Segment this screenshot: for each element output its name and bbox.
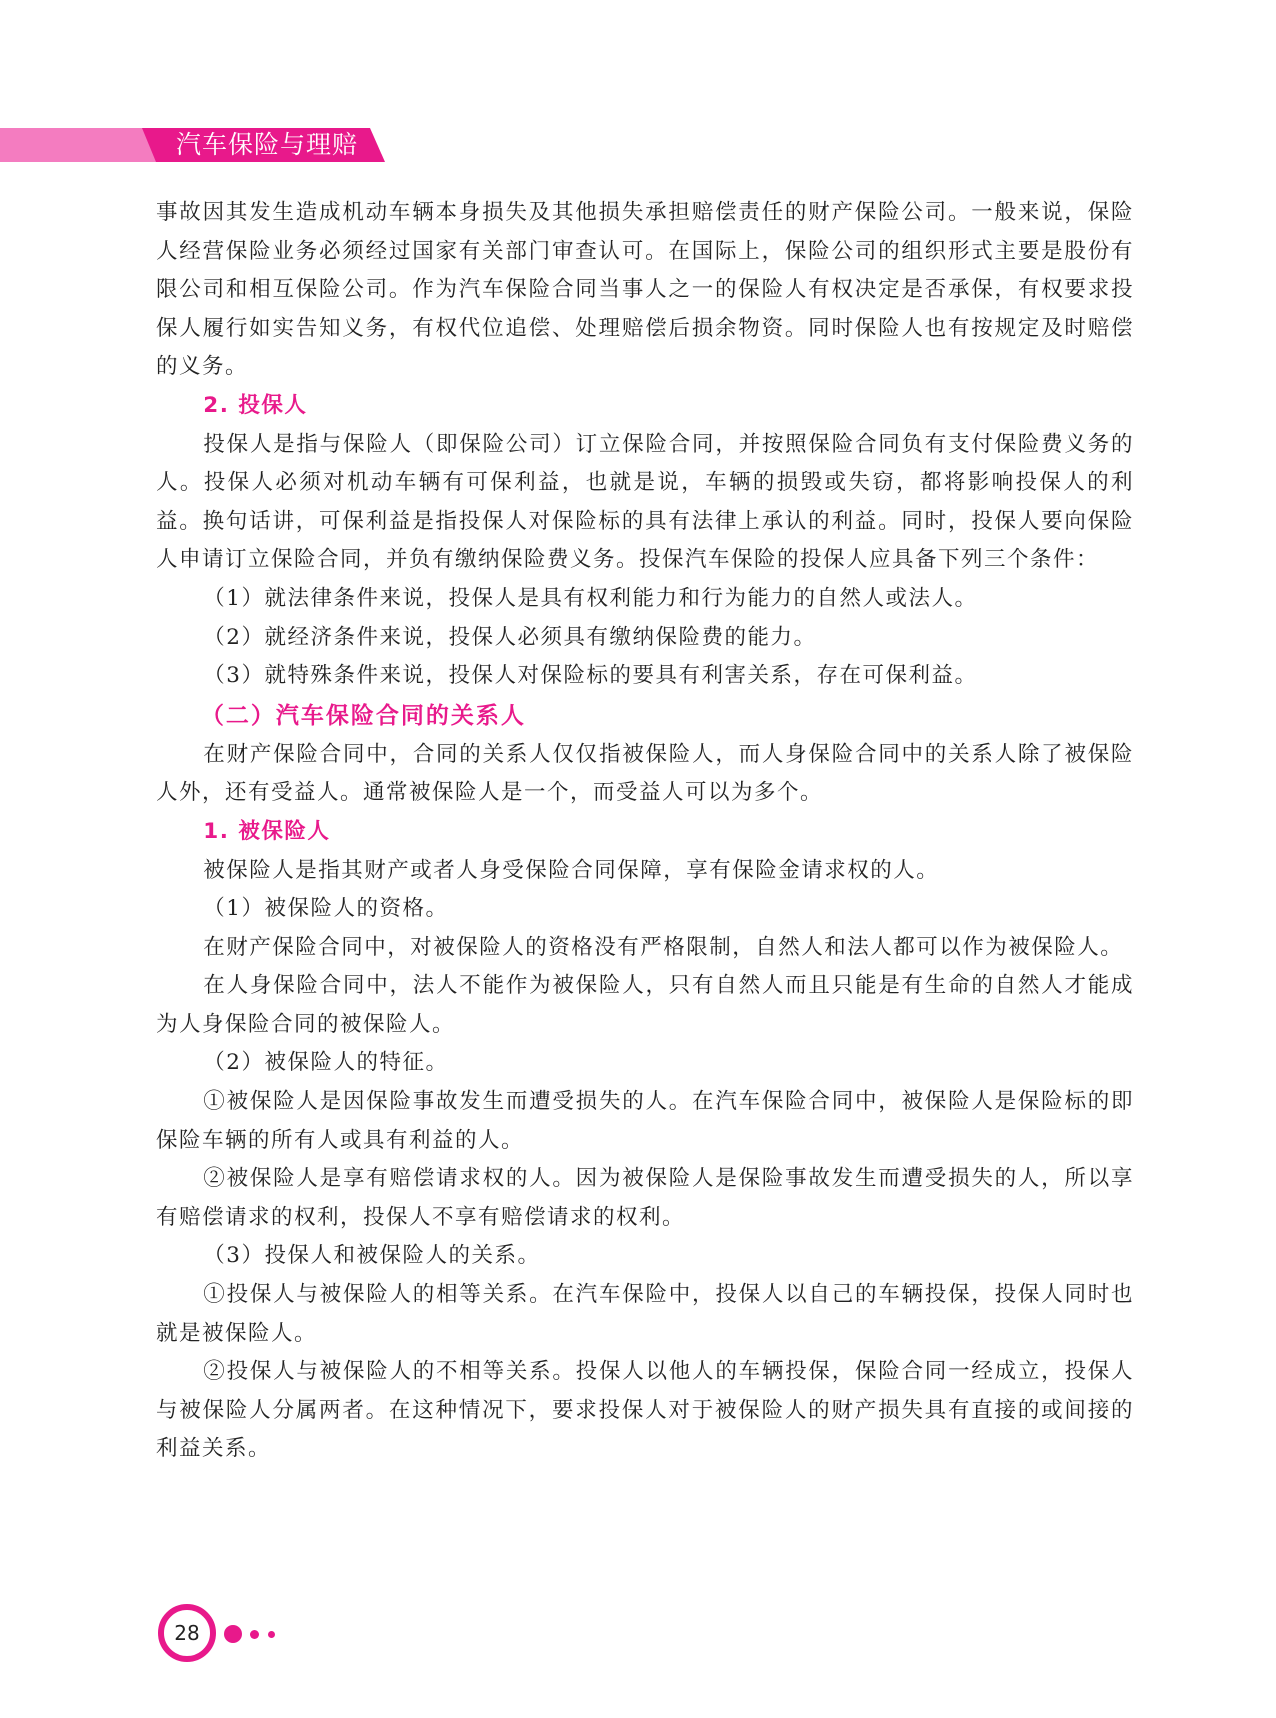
paragraph: ②投保人与被保险人的不相等关系。投保人以他人的车辆投保，保险合同一经成立，投保人与被保险人分属两者。在这种情况下，要求投保人对于被保险人的财产损失具有直接的或间接的利益关系。 xyxy=(156,1359,1134,1462)
paragraph: ①投保人与被保险人的相等关系。在汽车保险中，投保人以自己的车辆投保，投保人同时也就是被保险人。 xyxy=(156,1282,1134,1346)
paragraph: ②被保险人是享有赔偿请求权的人。因为被保险人是保险事故发生而遭受损失的人，所以享有赔偿请求的权利，投保人不享有赔偿请求的权利。 xyxy=(156,1166,1134,1230)
page-number-badge xyxy=(158,1604,216,1662)
condition-item: （1）就法律条件来说，投保人是具有权利能力和行为能力的自然人或法人。 xyxy=(203,585,978,611)
paragraph: 在财产保险合同中，对被保险人的资格没有严格限制，自然人和法人都可以作为被保险人。 xyxy=(203,934,1124,960)
paragraph: 投保人是指与保险人（即保险公司）订立保险合同，并按照保险合同负有支付保险费义务的人。投保人必须对机动车辆有可保利益，也就是说，车辆的损毁或失窃，都将影响投保人的利益。换句话讲，可保利益是指投保人对保险标的具有法律上承认的利益。同时，投保人要向保险人申请订立保险合同，并负有缴纳保险费义务。投保汽车保险的投保人应具备下列三个条件： xyxy=(156,431,1134,573)
section-heading: （二）汽车保险合同的关系人 xyxy=(200,702,526,729)
decorative-dot xyxy=(250,1630,259,1639)
sub-item-title: （1）被保险人的资格。 xyxy=(203,896,449,922)
subheading-insured: 1. 被保险人 xyxy=(203,818,331,844)
subheading-policyholder: 2. 投保人 xyxy=(203,392,308,418)
paragraph: ①被保险人是因保险事故发生而遭受损失的人。在汽车保险合同中，被保险人是保险标的即保险车辆的所有人或具有利益的人。 xyxy=(156,1089,1134,1153)
page-number: 28 xyxy=(158,1604,216,1662)
running-header-title: 汽车保险与理赔 xyxy=(176,130,359,159)
decorative-dot xyxy=(224,1625,242,1643)
condition-item: （3）就特殊条件来说，投保人对保险标的要具有利害关系，存在可保利益。 xyxy=(203,663,978,689)
sub-item-title: （2）被保险人的特征。 xyxy=(203,1050,449,1076)
sub-item-title: （3）投保人和被保险人的关系。 xyxy=(203,1243,541,1269)
paragraph: 被保险人是指其财产或者人身受保险合同保障，享有保险金请求权的人。 xyxy=(203,857,940,883)
paragraph: 在财产保险合同中，合同的关系人仅仅指被保险人，而人身保险合同中的关系人除了被保险人外，还有受益人。通常被保险人是一个，而受益人可以为多个。 xyxy=(156,741,1134,806)
condition-item: （2）就经济条件来说，投保人必须具有缴纳保险费的能力。 xyxy=(203,624,817,650)
paragraph: 在人身保险合同中，法人不能作为被保险人，只有自然人而且只能是有生命的自然人才能成为人身保险合同的被保险人。 xyxy=(156,973,1134,1037)
page-content xyxy=(156,194,1134,1469)
decorative-dot xyxy=(268,1631,275,1638)
paragraph: 事故因其发生造成机动车辆本身损失及其他损失承担赔偿责任的财产保险公司。一般来说，保险人经营保险业务必须经过国家有关部门审查认可。在国际上，保险公司的组织形式主要是股份有限公司和相互保险公司。作为汽车保险合同当事人之一的保险人有权决定是否承保，有权要求投保人履行如实告知义务，有权代位追偿、处理赔偿后损余物资。同时保险人也有按规定及时赔偿的义务。 xyxy=(156,200,1134,380)
